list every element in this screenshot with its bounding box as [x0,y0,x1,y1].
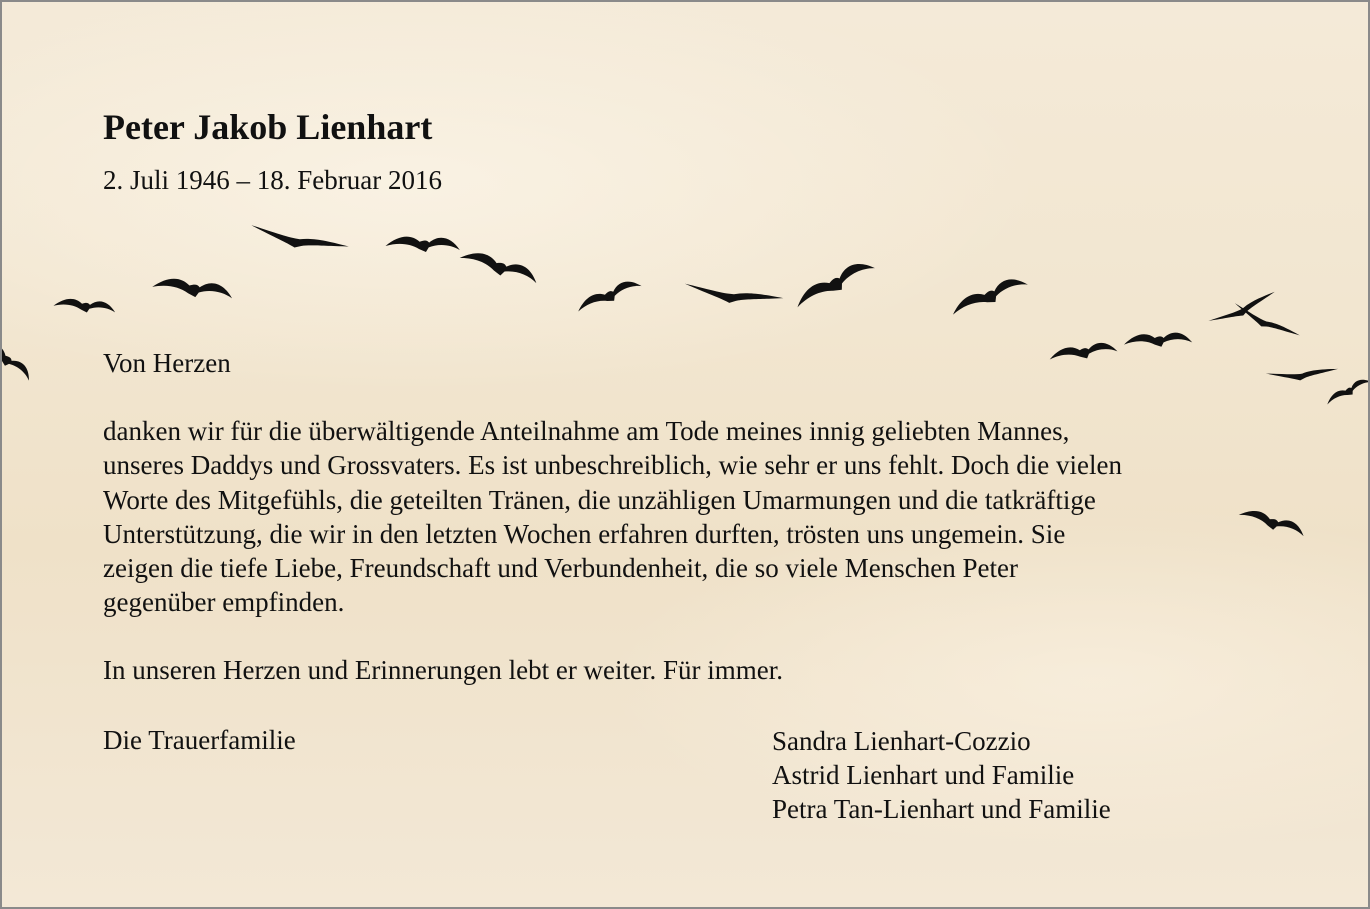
bird-icon [459,245,540,288]
message-line: gegenüber empfinden. [103,587,345,618]
signoff: Die Trauerfamilie [103,725,296,755]
signer-name: Sandra Lienhart-Cozzio [772,726,1031,756]
bird-icon [684,284,784,305]
bird-icon [1230,303,1302,340]
bird-icon [1049,342,1118,362]
thank-you-message [103,414,1263,620]
bird-icon [1324,376,1368,406]
life-dates: 2. Juli 1946 – 18. Februar 2016 [103,165,442,195]
message-line: zeigen die tiefe Liebe, Freundschaft und Verbundenheit, die so viele Menschen Peter [103,553,1018,584]
bird-icon [1266,361,1339,386]
signer-name: Astrid Lienhart und Familie [772,760,1075,790]
signers-list [772,724,1111,826]
message-line: unseres Daddys und Grossvaters. Es ist unbeschreiblich, wie sehr er uns fehlt. Doch die vielen [103,450,1122,481]
message-line: Worte des Mitgefühls, die geteilten Tränen, die unzähligen Umarmungen und die tatkräftige [103,484,1096,515]
bird-icon [1124,333,1192,347]
bird-icon [53,295,116,316]
signer-name: Petra Tan-Lienhart und Familie [772,794,1111,824]
bird-icon [574,277,643,314]
bird-icon [385,233,460,255]
bird-icon [948,274,1029,317]
bird-icon [2,334,35,384]
message-line: danken wir für die überwältigende Anteilnahme am Tode meines innig geliebten Mannes, [103,416,1070,446]
bird-icon [791,257,877,310]
bird-icon [152,273,234,304]
closing-line: In unseren Herzen und Erinnerungen lebt er weiter. Für immer. [103,655,784,685]
bird-icon [1208,285,1277,332]
bird-icon [250,225,350,253]
greeting: Von Herzen [103,348,231,378]
message-line: Unterstützung, die wir in den letzten Wochen erfahren durften, trösten uns ungemein. Sie [103,518,1066,549]
deceased-name: Peter Jakob Lienhart [103,107,433,147]
